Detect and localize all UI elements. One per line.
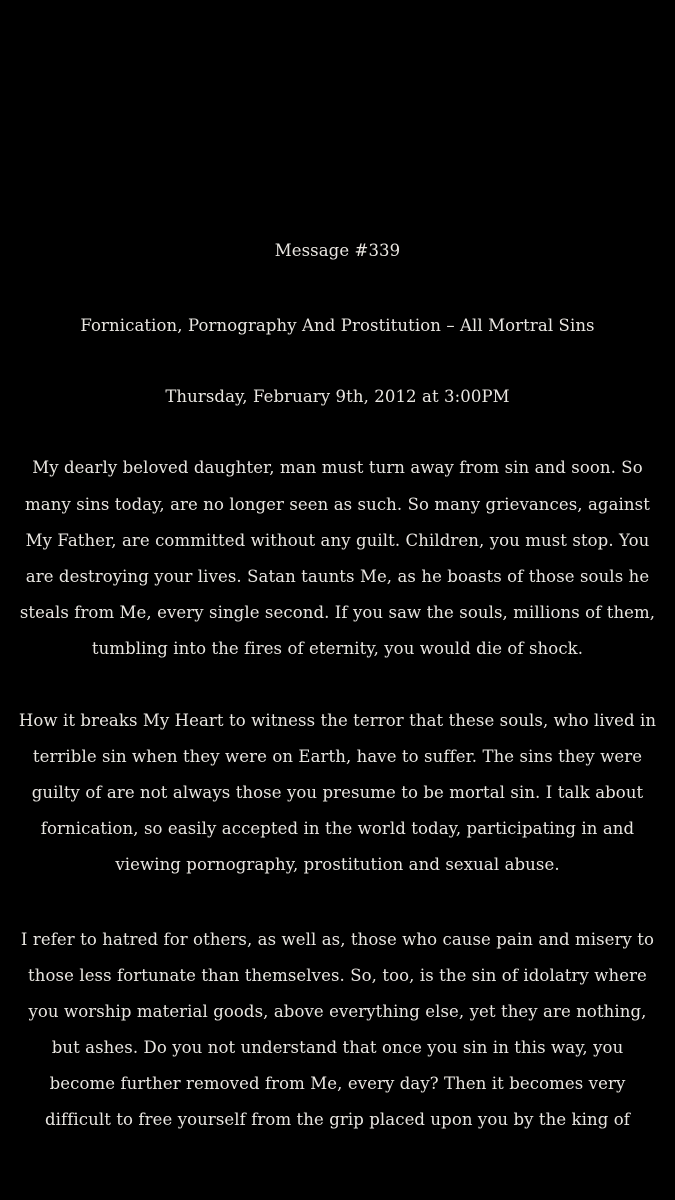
paragraph-line: My dearly beloved daughter, man must turn away from sin and soon. So [32, 458, 643, 477]
message-number: Message #339 [274, 241, 401, 260]
paragraph-line: but ashes. Do you not understand that once you sin in this way, you [51, 1038, 624, 1057]
paragraph-line: viewing pornography, prostitution and sexual abuse. [115, 855, 560, 874]
paragraph-line: are destroying your lives. Satan taunts Me, as he boasts of those souls he [25, 567, 650, 586]
paragraph-line: you worship material goods, above everything else, yet they are nothing, [28, 1002, 647, 1021]
message-date: Thursday, February 9th, 2012 at 3:00PM [165, 387, 510, 406]
paragraph-line: tumbling into the fires of eternity, you would die of shock. [91, 639, 584, 658]
paragraph-line: difficult to free yourself from the grip placed upon you by the king of [44, 1110, 631, 1129]
paragraph-line: many sins today, are no longer seen as such. So many grievances, against [25, 495, 650, 514]
paragraph-line: I refer to hatred for others, as well as, those who cause pain and misery to [20, 930, 655, 949]
paragraph-line: My Father, are committed without any guilt. Children, you must stop. You [25, 531, 650, 550]
paragraph-line: How it breaks My Heart to witness the terror that these souls, who lived in [18, 711, 657, 730]
paragraph-line: become further removed from Me, every day? Then it becomes very [49, 1074, 626, 1093]
paragraph-line: those less fortunate than themselves. So, too, is the sin of idolatry where [28, 966, 647, 985]
paragraph-line: fornication, so easily accepted in the world today, participating in and [40, 819, 635, 838]
paragraph-line: steals from Me, every single second. If you saw the souls, millions of them, [19, 603, 656, 622]
message-title: Fornication, Pornography And Prostitution – All Mortral Sins [80, 316, 595, 335]
paragraph-line: guilty of are not always those you presume to be mortal sin. I talk about [31, 783, 644, 802]
paragraph-line: terrible sin when they were on Earth, have to suffer. The sins they were [32, 747, 643, 766]
